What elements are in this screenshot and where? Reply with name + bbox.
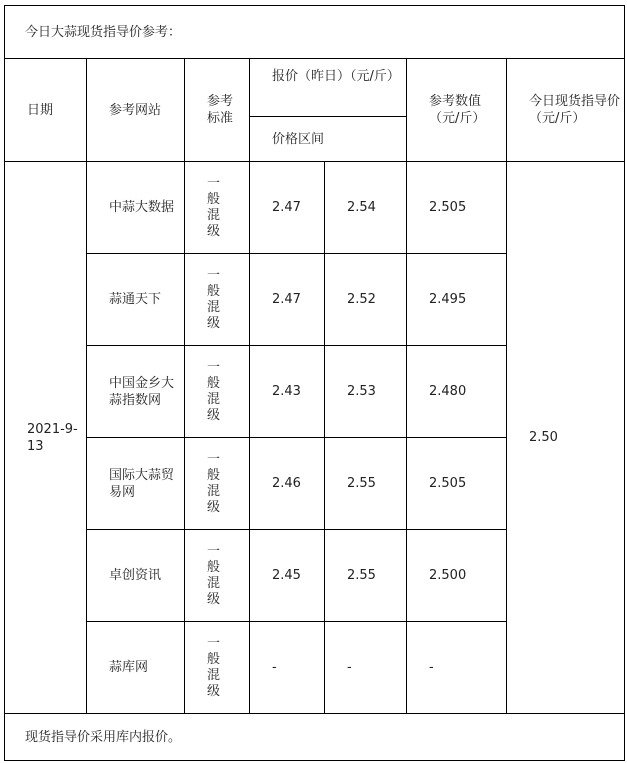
reference-value-cell: 2.500 bbox=[407, 530, 507, 622]
standard-text: 一般混级 bbox=[207, 359, 221, 423]
high-price-cell: 2.55 bbox=[325, 530, 407, 622]
high-price-cell: 2.53 bbox=[325, 346, 407, 438]
standard-text: 一般混级 bbox=[207, 451, 221, 515]
reference-value-cell: 2.505 bbox=[407, 162, 507, 254]
standard-cell bbox=[185, 438, 250, 530]
header-price-range: 价格区间 bbox=[250, 117, 407, 162]
document-title: 今日大蒜现货指导价参考： bbox=[5, 6, 625, 59]
high-price-cell: 2.55 bbox=[325, 438, 407, 530]
low-price-cell: 2.43 bbox=[250, 346, 325, 438]
site-cell: 国际大蒜贸易网 bbox=[87, 438, 185, 530]
footer-note: 现货指导价采用库内报价。 bbox=[5, 714, 625, 761]
header-date: 日期 bbox=[5, 59, 87, 162]
price-document bbox=[4, 5, 624, 761]
standard-text: 一般混级 bbox=[207, 635, 221, 699]
header-reference: 参考数值（元/斤） bbox=[407, 59, 507, 162]
site-cell: 卓创资讯 bbox=[87, 530, 185, 622]
low-price-cell: 2.45 bbox=[250, 530, 325, 622]
standard-cell bbox=[185, 346, 250, 438]
low-price-cell: - bbox=[250, 622, 325, 714]
guide-price-cell: 2.50 bbox=[507, 162, 625, 714]
price-table bbox=[4, 5, 625, 761]
site-cell: 蒜库网 bbox=[87, 622, 185, 714]
standard-cell bbox=[185, 162, 250, 254]
reference-value-cell: 2.495 bbox=[407, 254, 507, 346]
standard-cell bbox=[185, 254, 250, 346]
site-cell: 蒜通天下 bbox=[87, 254, 185, 346]
header-site: 参考网站 bbox=[87, 59, 185, 162]
high-price-cell: 2.52 bbox=[325, 254, 407, 346]
date-cell: 2021-9-13 bbox=[5, 162, 87, 714]
reference-value-cell: - bbox=[407, 622, 507, 714]
standard-text: 一般混级 bbox=[207, 543, 221, 607]
high-price-cell: - bbox=[325, 622, 407, 714]
standard-cell bbox=[185, 622, 250, 714]
site-cell: 中国金乡大蒜指数网 bbox=[87, 346, 185, 438]
table-row bbox=[5, 162, 625, 254]
low-price-cell: 2.47 bbox=[250, 162, 325, 254]
low-price-cell: 2.47 bbox=[250, 254, 325, 346]
low-price-cell: 2.46 bbox=[250, 438, 325, 530]
header-quote: 报价（昨日）（元/斤） bbox=[250, 59, 407, 117]
site-cell: 中蒜大数据 bbox=[87, 162, 185, 254]
standard-text: 一般混级 bbox=[207, 175, 221, 239]
standard-cell bbox=[185, 530, 250, 622]
standard-text: 一般混级 bbox=[207, 267, 221, 331]
reference-value-cell: 2.480 bbox=[407, 346, 507, 438]
header-standard: 参考标准 bbox=[185, 59, 250, 162]
header-guide-price: 今日现货指导价（元/斤） bbox=[507, 59, 625, 162]
high-price-cell: 2.54 bbox=[325, 162, 407, 254]
reference-value-cell: 2.505 bbox=[407, 438, 507, 530]
